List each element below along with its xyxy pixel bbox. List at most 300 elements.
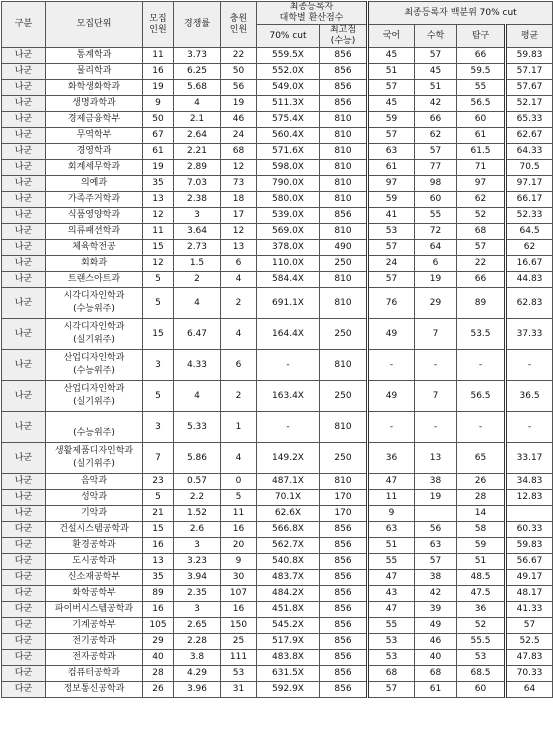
max-score-cell: 856 bbox=[320, 538, 368, 554]
added-cell: 6 bbox=[221, 350, 257, 381]
math-cell: 19 bbox=[415, 490, 457, 506]
table-row bbox=[2, 586, 553, 602]
average-cell: - bbox=[506, 412, 553, 443]
group-cell: 다군 bbox=[2, 586, 46, 602]
added-cell: 24 bbox=[221, 128, 257, 144]
average-cell: 52.17 bbox=[506, 96, 553, 112]
inquiry-cell: 59 bbox=[457, 538, 506, 554]
header-max-score: 최고점 (수능) bbox=[320, 25, 368, 48]
quota-cell: 13 bbox=[143, 554, 174, 570]
cut70-cell: 562.7X bbox=[257, 538, 320, 554]
table-row bbox=[2, 506, 553, 522]
cut70-cell: 487.1X bbox=[257, 474, 320, 490]
math-cell: 19 bbox=[415, 272, 457, 288]
group-cell: 다군 bbox=[2, 634, 46, 650]
added-cell: 16 bbox=[221, 602, 257, 618]
inquiry-cell: 47.5 bbox=[457, 586, 506, 602]
cut70-cell: 569.0X bbox=[257, 224, 320, 240]
max-score-cell: 810 bbox=[320, 176, 368, 192]
korean-cell: 57 bbox=[368, 240, 415, 256]
table-row bbox=[2, 224, 553, 240]
math-cell: 7 bbox=[415, 381, 457, 412]
quota-cell: 5 bbox=[143, 288, 174, 319]
max-score-cell: 810 bbox=[320, 112, 368, 128]
average-cell: 52.33 bbox=[506, 208, 553, 224]
average-cell: 70.5 bbox=[506, 160, 553, 176]
unit-cell bbox=[46, 381, 143, 412]
header-cut70: 70% cut bbox=[257, 25, 320, 48]
rate-cell: 4 bbox=[174, 96, 221, 112]
quota-cell: 19 bbox=[143, 160, 174, 176]
inquiry-cell: 14 bbox=[457, 506, 506, 522]
cut70-cell: 539.0X bbox=[257, 208, 320, 224]
max-score-cell: 810 bbox=[320, 412, 368, 443]
rate-cell: 3 bbox=[174, 538, 221, 554]
korean-cell: 53 bbox=[368, 634, 415, 650]
added-cell: 50 bbox=[221, 64, 257, 80]
math-cell: 62 bbox=[415, 128, 457, 144]
rate-cell: 3.8 bbox=[174, 650, 221, 666]
max-score-cell: 490 bbox=[320, 240, 368, 256]
inquiry-cell: 60 bbox=[457, 682, 506, 698]
table-row bbox=[2, 634, 553, 650]
table-row bbox=[2, 48, 553, 64]
group-cell: 나군 bbox=[2, 256, 46, 272]
rate-cell: 1.52 bbox=[174, 506, 221, 522]
math-cell: 55 bbox=[415, 208, 457, 224]
added-cell: 31 bbox=[221, 682, 257, 698]
average-cell: 62 bbox=[506, 240, 553, 256]
korean-cell: 53 bbox=[368, 224, 415, 240]
korean-cell: 9 bbox=[368, 506, 415, 522]
korean-cell: 57 bbox=[368, 272, 415, 288]
inquiry-cell: 53 bbox=[457, 650, 506, 666]
quota-cell: 11 bbox=[143, 224, 174, 240]
rate-cell: 2.64 bbox=[174, 128, 221, 144]
unit-cell: 화학생화학과 bbox=[46, 80, 143, 96]
group-cell: 나군 bbox=[2, 160, 46, 176]
table-row bbox=[2, 682, 553, 698]
added-cell: 18 bbox=[221, 192, 257, 208]
math-cell: 61 bbox=[415, 682, 457, 698]
inquiry-cell: 56.5 bbox=[457, 96, 506, 112]
unit-cell: 화학공학부 bbox=[46, 586, 143, 602]
unit-cell: 회계세무학과 bbox=[46, 160, 143, 176]
unit-line: (수능위주) bbox=[73, 428, 115, 438]
inquiry-cell: 61 bbox=[457, 128, 506, 144]
unit-cell bbox=[46, 443, 143, 474]
cut70-cell: 483.8X bbox=[257, 650, 320, 666]
added-cell: 46 bbox=[221, 112, 257, 128]
math-cell: 46 bbox=[415, 634, 457, 650]
table-row bbox=[2, 650, 553, 666]
korean-cell: 51 bbox=[368, 538, 415, 554]
math-cell: 63 bbox=[415, 538, 457, 554]
cut70-cell: 484.2X bbox=[257, 586, 320, 602]
cut70-cell: 511.3X bbox=[257, 96, 320, 112]
quota-cell: 7 bbox=[143, 443, 174, 474]
quota-cell: 16 bbox=[143, 602, 174, 618]
inquiry-cell: 36 bbox=[457, 602, 506, 618]
cut70-cell: 575.4X bbox=[257, 112, 320, 128]
average-cell: 37.33 bbox=[506, 319, 553, 350]
math-cell: 60 bbox=[415, 192, 457, 208]
math-cell: 7 bbox=[415, 319, 457, 350]
korean-cell: 53 bbox=[368, 650, 415, 666]
math-cell: 42 bbox=[415, 96, 457, 112]
korean-cell: 49 bbox=[368, 319, 415, 350]
inquiry-cell: 48.5 bbox=[457, 570, 506, 586]
korean-cell: 76 bbox=[368, 288, 415, 319]
table-row bbox=[2, 618, 553, 634]
max-score-cell: 856 bbox=[320, 80, 368, 96]
rate-cell: 3.96 bbox=[174, 682, 221, 698]
added-cell: 19 bbox=[221, 96, 257, 112]
average-cell: 62.83 bbox=[506, 288, 553, 319]
unit-line: 시각디자인학과 bbox=[63, 291, 125, 301]
cut70-cell: - bbox=[257, 412, 320, 443]
max-score-cell: 856 bbox=[320, 48, 368, 64]
math-cell: 6 bbox=[415, 256, 457, 272]
unit-line: 산업디자인학과 bbox=[63, 353, 125, 363]
rate-cell: 2.1 bbox=[174, 112, 221, 128]
group-cell: 나군 bbox=[2, 272, 46, 288]
korean-cell: 47 bbox=[368, 602, 415, 618]
rate-cell: 3 bbox=[174, 602, 221, 618]
unit-cell: 트랜스아트과 bbox=[46, 272, 143, 288]
max-score-cell: 856 bbox=[320, 64, 368, 80]
max-score-cell: 856 bbox=[320, 586, 368, 602]
unit-line: (수능위주) bbox=[73, 304, 115, 314]
table-row bbox=[2, 666, 553, 682]
unit-cell: 의예과 bbox=[46, 176, 143, 192]
quota-cell: 11 bbox=[143, 48, 174, 64]
group-cell: 나군 bbox=[2, 381, 46, 412]
added-cell: 12 bbox=[221, 160, 257, 176]
average-cell: 44.83 bbox=[506, 272, 553, 288]
added-cell: 4 bbox=[221, 272, 257, 288]
unit-cell: 컴퓨터공학과 bbox=[46, 666, 143, 682]
inquiry-cell: 52 bbox=[457, 618, 506, 634]
math-cell: 39 bbox=[415, 602, 457, 618]
table-row bbox=[2, 474, 553, 490]
group-cell: 나군 bbox=[2, 319, 46, 350]
inquiry-cell: 51 bbox=[457, 554, 506, 570]
average-cell: 57.17 bbox=[506, 64, 553, 80]
quota-cell: 15 bbox=[143, 240, 174, 256]
math-cell: 57 bbox=[415, 48, 457, 64]
group-cell: 나군 bbox=[2, 96, 46, 112]
header-percentile: 최종등록자 백분위 70% cut bbox=[368, 2, 553, 25]
math-cell: 72 bbox=[415, 224, 457, 240]
cut70-cell: 571.6X bbox=[257, 144, 320, 160]
cut70-cell: 598.0X bbox=[257, 160, 320, 176]
cut70-cell: 566.8X bbox=[257, 522, 320, 538]
cut70-cell: 580.0X bbox=[257, 192, 320, 208]
admission-results-table bbox=[1, 1, 553, 698]
group-cell: 다군 bbox=[2, 682, 46, 698]
korean-cell: 47 bbox=[368, 570, 415, 586]
unit-cell bbox=[46, 350, 143, 381]
korean-cell: 57 bbox=[368, 80, 415, 96]
unit-line: (실기위주) bbox=[73, 335, 115, 345]
unit-cell: 도시공학과 bbox=[46, 554, 143, 570]
average-cell: 16.67 bbox=[506, 256, 553, 272]
added-cell: 11 bbox=[221, 506, 257, 522]
math-cell: - bbox=[415, 412, 457, 443]
group-cell: 나군 bbox=[2, 350, 46, 381]
quota-cell: 21 bbox=[143, 506, 174, 522]
group-cell: 나군 bbox=[2, 412, 46, 443]
inquiry-cell: 71 bbox=[457, 160, 506, 176]
quota-cell: 12 bbox=[143, 256, 174, 272]
unit-line: (수능위주) bbox=[73, 366, 115, 376]
table-row bbox=[2, 522, 553, 538]
quota-cell: 3 bbox=[143, 412, 174, 443]
group-cell: 다군 bbox=[2, 554, 46, 570]
cut70-cell: 517.9X bbox=[257, 634, 320, 650]
unit-cell: 파이버시스템공학과 bbox=[46, 602, 143, 618]
max-score-cell: 856 bbox=[320, 208, 368, 224]
unit-cell: 전기공학과 bbox=[46, 634, 143, 650]
math-cell: 38 bbox=[415, 570, 457, 586]
cut70-cell: 110.0X bbox=[257, 256, 320, 272]
math-cell: 66 bbox=[415, 112, 457, 128]
average-cell: 64.33 bbox=[506, 144, 553, 160]
rate-cell: 3 bbox=[174, 208, 221, 224]
quota-cell: 9 bbox=[143, 96, 174, 112]
quota-cell: 28 bbox=[143, 666, 174, 682]
unit-cell: 식품영양학과 bbox=[46, 208, 143, 224]
rate-cell: 2.35 bbox=[174, 586, 221, 602]
table-row bbox=[2, 490, 553, 506]
table-row bbox=[2, 64, 553, 80]
cut70-cell: 584.4X bbox=[257, 272, 320, 288]
quota-cell: 40 bbox=[143, 650, 174, 666]
unit-cell: 생명과학과 bbox=[46, 96, 143, 112]
group-cell: 다군 bbox=[2, 538, 46, 554]
inquiry-cell: 66 bbox=[457, 48, 506, 64]
added-cell: 25 bbox=[221, 634, 257, 650]
cut70-cell: 592.9X bbox=[257, 682, 320, 698]
max-score-cell: 250 bbox=[320, 256, 368, 272]
average-cell: 62.67 bbox=[506, 128, 553, 144]
rate-cell: 3.94 bbox=[174, 570, 221, 586]
header-korean: 국어 bbox=[368, 25, 415, 48]
rate-cell: 5.68 bbox=[174, 80, 221, 96]
average-cell: 65.33 bbox=[506, 112, 553, 128]
added-cell: 2 bbox=[221, 288, 257, 319]
table-row bbox=[2, 288, 553, 319]
average-cell: 60.33 bbox=[506, 522, 553, 538]
average-cell: 41.33 bbox=[506, 602, 553, 618]
quota-cell: 29 bbox=[143, 634, 174, 650]
math-cell: 40 bbox=[415, 650, 457, 666]
quota-cell: 5 bbox=[143, 490, 174, 506]
unit-line: (실기위주) bbox=[73, 459, 115, 469]
math-cell: 57 bbox=[415, 144, 457, 160]
added-cell: 9 bbox=[221, 554, 257, 570]
inquiry-cell: 52 bbox=[457, 208, 506, 224]
rate-cell: 2.2 bbox=[174, 490, 221, 506]
inquiry-cell: 55.5 bbox=[457, 634, 506, 650]
cut70-cell: - bbox=[257, 350, 320, 381]
quota-cell: 61 bbox=[143, 144, 174, 160]
table-row bbox=[2, 381, 553, 412]
table-row bbox=[2, 112, 553, 128]
inquiry-cell: 89 bbox=[457, 288, 506, 319]
group-cell: 다군 bbox=[2, 570, 46, 586]
unit-cell: 물리학과 bbox=[46, 64, 143, 80]
inquiry-cell: 97 bbox=[457, 176, 506, 192]
inquiry-cell: 61.5 bbox=[457, 144, 506, 160]
max-score-cell: 810 bbox=[320, 272, 368, 288]
inquiry-cell: 66 bbox=[457, 272, 506, 288]
math-cell: 57 bbox=[415, 554, 457, 570]
max-score-cell: 810 bbox=[320, 160, 368, 176]
max-score-cell: 856 bbox=[320, 554, 368, 570]
added-cell: 53 bbox=[221, 666, 257, 682]
quota-cell: 5 bbox=[143, 272, 174, 288]
math-cell: 49 bbox=[415, 618, 457, 634]
unit-cell: 환경공학과 bbox=[46, 538, 143, 554]
max-score-cell: 856 bbox=[320, 618, 368, 634]
inquiry-cell: 62 bbox=[457, 192, 506, 208]
added-cell: 111 bbox=[221, 650, 257, 666]
group-cell: 다군 bbox=[2, 618, 46, 634]
math-cell: 51 bbox=[415, 80, 457, 96]
inquiry-cell: 58 bbox=[457, 522, 506, 538]
korean-cell: 51 bbox=[368, 64, 415, 80]
inquiry-cell: 68.5 bbox=[457, 666, 506, 682]
quota-cell: 3 bbox=[143, 350, 174, 381]
quota-cell: 35 bbox=[143, 176, 174, 192]
max-score-cell: 810 bbox=[320, 474, 368, 490]
header-quota: 모집 인원 bbox=[143, 2, 174, 48]
added-cell: 12 bbox=[221, 224, 257, 240]
group-cell: 나군 bbox=[2, 80, 46, 96]
max-score-cell: 250 bbox=[320, 319, 368, 350]
rate-cell: 6.47 bbox=[174, 319, 221, 350]
max-score-cell: 810 bbox=[320, 224, 368, 240]
table-row bbox=[2, 160, 553, 176]
cut70-cell: 62.6X bbox=[257, 506, 320, 522]
cut70-cell: 790.0X bbox=[257, 176, 320, 192]
inquiry-cell: 59.5 bbox=[457, 64, 506, 80]
rate-cell: 7.03 bbox=[174, 176, 221, 192]
average-cell: 59.83 bbox=[506, 538, 553, 554]
cut70-cell: 164.4X bbox=[257, 319, 320, 350]
table-row bbox=[2, 192, 553, 208]
korean-cell: 59 bbox=[368, 192, 415, 208]
average-cell: 47.83 bbox=[506, 650, 553, 666]
quota-cell: 12 bbox=[143, 208, 174, 224]
group-cell: 나군 bbox=[2, 240, 46, 256]
average-cell: 33.17 bbox=[506, 443, 553, 474]
rate-cell: 5.33 bbox=[174, 412, 221, 443]
unit-cell: 경제금융학부 bbox=[46, 112, 143, 128]
max-score-cell: 810 bbox=[320, 350, 368, 381]
korean-cell: 63 bbox=[368, 522, 415, 538]
added-cell: 16 bbox=[221, 522, 257, 538]
korean-cell: 97 bbox=[368, 176, 415, 192]
group-cell: 나군 bbox=[2, 176, 46, 192]
table-row bbox=[2, 554, 553, 570]
korean-cell: 41 bbox=[368, 208, 415, 224]
added-cell: 30 bbox=[221, 570, 257, 586]
table-row bbox=[2, 144, 553, 160]
added-cell: 2 bbox=[221, 381, 257, 412]
group-cell: 나군 bbox=[2, 192, 46, 208]
quota-cell: 35 bbox=[143, 570, 174, 586]
inquiry-cell: 65 bbox=[457, 443, 506, 474]
header-row-1 bbox=[2, 2, 553, 25]
rate-cell: 2 bbox=[174, 272, 221, 288]
rate-cell: 2.73 bbox=[174, 240, 221, 256]
cut70-cell: 378.0X bbox=[257, 240, 320, 256]
max-score-cell: 856 bbox=[320, 682, 368, 698]
unit-cell: 정보통신공학과 bbox=[46, 682, 143, 698]
table-row bbox=[2, 176, 553, 192]
inquiry-cell: - bbox=[457, 350, 506, 381]
rate-cell: 3.73 bbox=[174, 48, 221, 64]
header-final-score: 최종등록자 대학별 환산점수 bbox=[257, 2, 368, 25]
cut70-cell: 560.4X bbox=[257, 128, 320, 144]
table-row bbox=[2, 96, 553, 112]
unit-line: 산업디자인학과 bbox=[63, 384, 125, 394]
group-cell: 나군 bbox=[2, 112, 46, 128]
quota-cell: 19 bbox=[143, 80, 174, 96]
inquiry-cell: 56.5 bbox=[457, 381, 506, 412]
average-cell: 48.17 bbox=[506, 586, 553, 602]
group-cell: 다군 bbox=[2, 650, 46, 666]
unit-cell: 전자공학과 bbox=[46, 650, 143, 666]
unit-cell: 의류패션학과 bbox=[46, 224, 143, 240]
max-score-cell: 170 bbox=[320, 506, 368, 522]
rate-cell: 3.64 bbox=[174, 224, 221, 240]
group-cell: 나군 bbox=[2, 490, 46, 506]
group-cell: 나군 bbox=[2, 128, 46, 144]
rate-cell: 2.28 bbox=[174, 634, 221, 650]
average-cell: 57 bbox=[506, 618, 553, 634]
table-row bbox=[2, 256, 553, 272]
table-row bbox=[2, 128, 553, 144]
math-cell: 98 bbox=[415, 176, 457, 192]
average-cell: 70.33 bbox=[506, 666, 553, 682]
math-cell: 38 bbox=[415, 474, 457, 490]
korean-cell: 43 bbox=[368, 586, 415, 602]
math-cell: 42 bbox=[415, 586, 457, 602]
unit-line: 생활제품디자인학과 bbox=[54, 446, 134, 456]
added-cell: 73 bbox=[221, 176, 257, 192]
unit-cell: 성악과 bbox=[46, 490, 143, 506]
rate-cell: 2.21 bbox=[174, 144, 221, 160]
added-cell: 17 bbox=[221, 208, 257, 224]
quota-cell: 23 bbox=[143, 474, 174, 490]
math-cell: 77 bbox=[415, 160, 457, 176]
cut70-cell: 549.0X bbox=[257, 80, 320, 96]
group-cell: 다군 bbox=[2, 666, 46, 682]
korean-cell: 63 bbox=[368, 144, 415, 160]
group-cell: 다군 bbox=[2, 522, 46, 538]
added-cell: 150 bbox=[221, 618, 257, 634]
average-cell: 66.17 bbox=[506, 192, 553, 208]
added-cell: 68 bbox=[221, 144, 257, 160]
korean-cell: - bbox=[368, 350, 415, 381]
quota-cell: 16 bbox=[143, 538, 174, 554]
max-score-cell: 856 bbox=[320, 522, 368, 538]
average-cell: 57.67 bbox=[506, 80, 553, 96]
